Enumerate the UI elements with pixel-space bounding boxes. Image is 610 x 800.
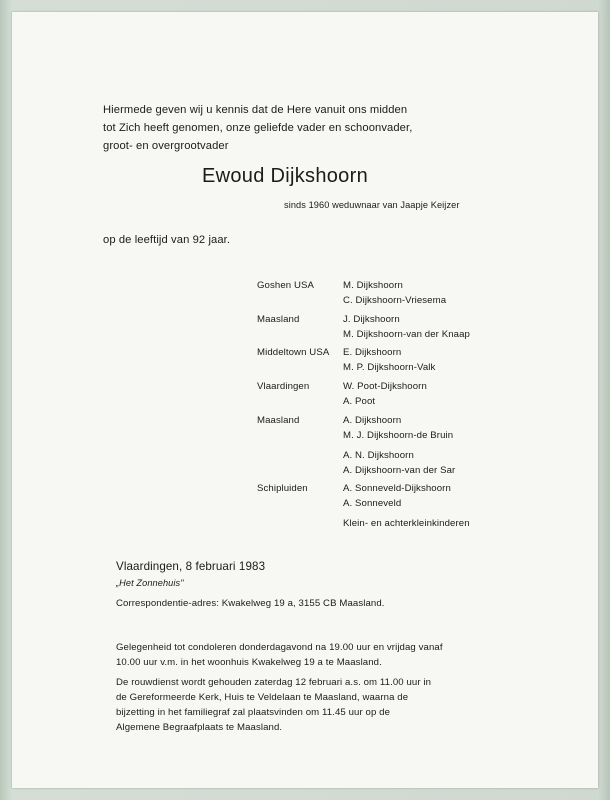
family-person: J. Dijkshoorn [343, 314, 400, 325]
condolence-line-1: Gelegenheid tot condoleren donderdagavond na 19.00 uur en vrijdag vanaf [116, 642, 443, 653]
family-person: A. Poot [343, 396, 376, 407]
family-person: C. Dijkshoorn-Vriesema [343, 295, 447, 306]
family-person: A. Sonneveld-Dijkshoorn [343, 483, 451, 494]
widower-line: sinds 1960 weduwnaar van Jaapje Keijzer [284, 200, 460, 210]
family-person: E. Dijkshoorn [343, 347, 402, 358]
family-person: A. Dijkshoorn [343, 415, 402, 426]
service-line-3: bijzetting in het familiegraf zal plaatsvinden om 11.45 uur op de [116, 707, 391, 718]
intro-line-1: Hiermede geven wij u kennis dat de Here vanuit ons midden [103, 104, 408, 116]
place-date: Vlaardingen, 8 februari 1983 [116, 560, 266, 573]
intro-line-2: tot Zich heeft genomen, onze geliefde vader en schoonvader, [103, 122, 413, 134]
family-person: M. Dijkshoorn-van der Knaap [343, 329, 470, 340]
family-person: M. Dijkshoorn [343, 280, 403, 291]
family-place: Maasland [257, 415, 300, 426]
family-person: A. Sonneveld [343, 498, 402, 509]
family-place: Vlaardingen [257, 381, 310, 392]
venue-name: „Het Zonnehuis" [116, 578, 184, 588]
family-place: Middeltown USA [257, 347, 330, 358]
service-line-4: Algemene Begraafplaats te Maasland. [116, 722, 283, 733]
grandchildren-line: Klein- en achterkleinkinderen [343, 518, 470, 529]
family-person: W. Poot-Dijkshoorn [343, 381, 427, 392]
family-person: M. J. Dijkshoorn-de Bruin [343, 430, 454, 441]
family-person: M. P. Dijkshoorn-Valk [343, 362, 436, 373]
family-place: Schipluiden [257, 483, 308, 494]
service-line-1: De rouwdienst wordt gehouden zaterdag 12 februari a.s. om 11.00 uur in [116, 677, 432, 688]
family-place: Goshen USA [257, 280, 314, 291]
intro-line-3: groot- en overgrootvader [103, 140, 229, 152]
service-line-2: de Gereformeerde Kerk, Huis te Veldelaan te Maasland, waarna de [116, 692, 409, 703]
family-place: Maasland [257, 314, 300, 325]
family-person: A. N. Dijkshoorn [343, 450, 414, 461]
family-person: A. Dijkshoorn-van der Sar [343, 465, 456, 476]
deceased-name: Ewoud Dijkshoorn [202, 165, 368, 187]
condolence-line-2: 10.00 uur v.m. in het woonhuis Kwakelweg 19 a te Maasland. [116, 657, 382, 668]
age-line: op de leeftijd van 92 jaar. [103, 234, 231, 246]
correspondence-address: Correspondentie-adres: Kwakelweg 19 a, 3155 CB Maasland. [116, 598, 385, 609]
